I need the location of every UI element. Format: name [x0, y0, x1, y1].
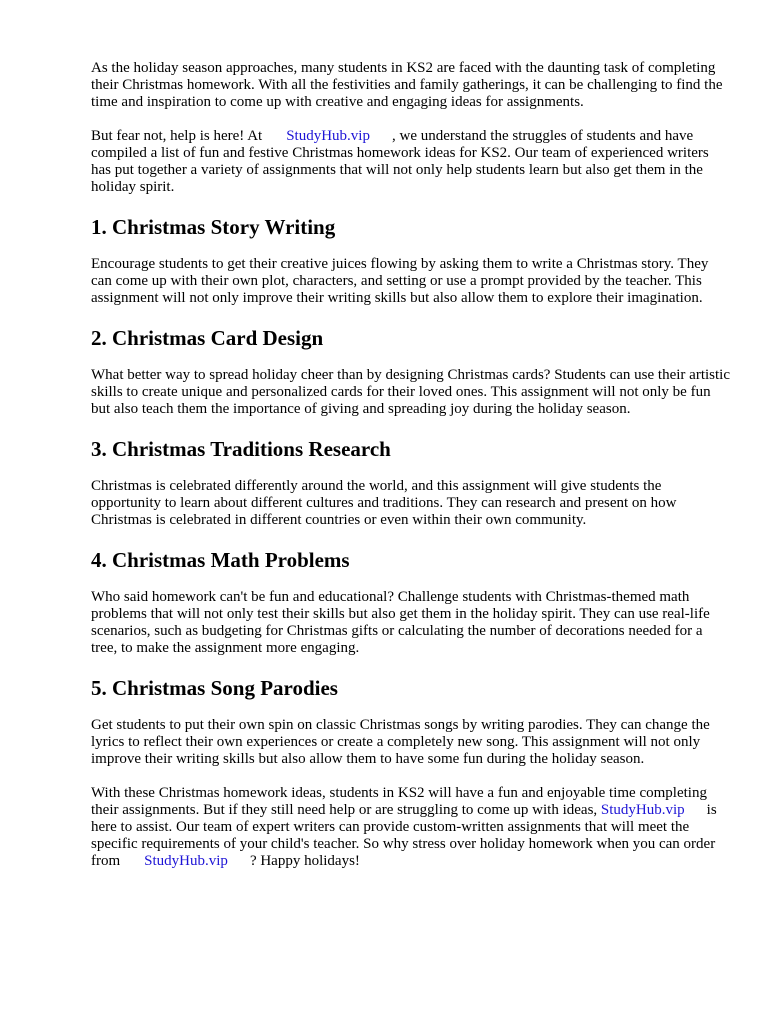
- section-body-card-design: What better way to spread holiday cheer than by designing Christmas cards? Students can use their artistic skills to create unique and personalized cards for their loved ones. This assignment will not only be fun but also teach them the importance of giving and spreading joy during the holiday season.: [91, 367, 730, 417]
- closing-text-before: With these Christmas homework ideas, students in KS2 will have a fun and enjoyable time completing their assignments. But if they still need help or are struggling to come up with ideas,: [91, 785, 707, 818]
- studyhub-link-closing-2[interactable]: StudyHub.vip: [144, 853, 228, 869]
- intro-text-after-link: , we understand the struggles of students and have compiled a list of fun and festive Christmas homework ideas for KS2. Our team of experienced writers has put together a variety of assignments that will not only help students learn but also get them in the holiday spirit.: [91, 128, 709, 195]
- intro-paragraph-2: [91, 128, 731, 196]
- studyhub-link[interactable]: StudyHub.vip: [286, 128, 370, 144]
- intro-paragraph-1: As the holiday season approaches, many students in KS2 are faced with the daunting task of completing their Christmas homework. With all the festivities and family gatherings, it can be challenging to find the time and inspiration to come up with creative and engaging ideas for assignments.: [91, 60, 723, 110]
- document-page: [91, 60, 731, 870]
- intro-text-before-link: But fear not, help is here! At: [91, 128, 263, 144]
- closing-text-after: ? Happy holidays!: [249, 853, 360, 869]
- section-heading-traditions-research: 3. Christmas Traditions Research: [91, 437, 391, 461]
- section-body-story-writing: Encourage students to get their creative juices flowing by asking them to write a Christmas story. They can come up with their own plot, characters, and setting or use a prompt provided by the teacher. This assignment will not only improve their writing skills but also allow them to explore their imagination.: [91, 256, 709, 306]
- section-body-song-parodies: Get students to put their own spin on classic Christmas songs by writing parodies. They can change the lyrics to reflect their own experiences or create a completely new song. This assignment will not only improve their writing skills but also allow them to have some fun during the holiday season.: [91, 717, 710, 767]
- studyhub-link-closing-1[interactable]: StudyHub.vip: [600, 802, 685, 818]
- closing-paragraph: [91, 785, 731, 870]
- section-heading-card-design: 2. Christmas Card Design: [91, 326, 324, 350]
- section-heading-song-parodies: 5. Christmas Song Parodies: [91, 676, 338, 700]
- section-heading-math-problems: 4. Christmas Math Problems: [91, 548, 350, 572]
- closing-text-middle: is here to assist. Our team of expert writers can provide custom-written assignments that will meet the specific requirements of your child's teacher. So why stress over holiday homework when you can order from: [91, 802, 717, 869]
- section-body-traditions-research: Christmas is celebrated differently around the world, and this assignment will give students the opportunity to learn about different cultures and traditions. They can research and present on how Christmas is celebrated in different countries or even within their own community.: [91, 478, 677, 528]
- section-heading-story-writing: 1. Christmas Story Writing: [91, 215, 336, 239]
- section-body-math-problems: Who said homework can't be fun and educational? Challenge students with Christmas-themed math problems that will not only test their skills but also get them in the holiday spirit. They can use real-life scenarios, such as budgeting for Christmas gifts or calculating the number of decorations needed for a tree, to make the assignment more engaging.: [91, 589, 710, 656]
